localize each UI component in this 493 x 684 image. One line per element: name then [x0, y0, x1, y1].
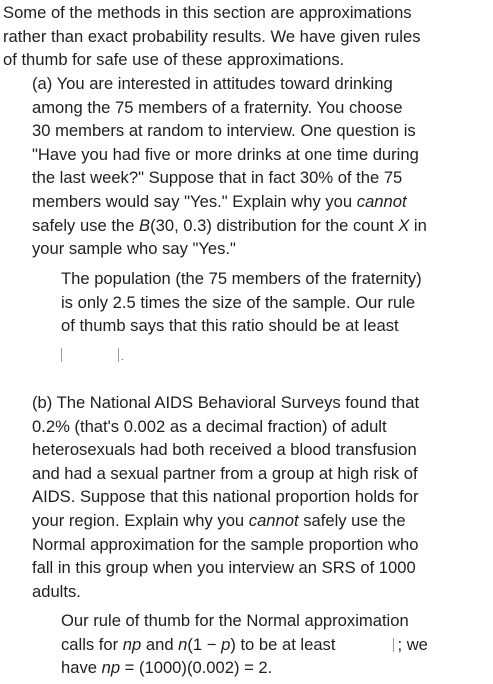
- answer-a-period: .: [121, 352, 124, 362]
- answer-b-line-2-tail: ; we: [397, 634, 428, 654]
- part-b-line-8: fall in this group when you interview an SRS of 1000: [32, 558, 416, 578]
- binomial-symbol: B: [139, 215, 151, 235]
- answer-a-line-2: is only 2.5 times the size of the sample. Our rule: [61, 292, 416, 312]
- ratio-input-blank[interactable]: [61, 348, 119, 362]
- np-term: np: [122, 634, 142, 654]
- part-b-line-5: AIDS. Suppose that this national proportion holds for: [32, 487, 419, 507]
- part-b-line-4: and had a sexual partner from a group at high risk of: [32, 463, 418, 483]
- intro-line-3: of thumb for safe use of these approximations.: [3, 50, 345, 70]
- count-variable: X: [398, 215, 410, 235]
- p-term: p: [221, 634, 231, 654]
- emphasis-cannot: cannot: [248, 510, 299, 530]
- answer-part-a: [61, 267, 489, 338]
- answer-b-one-minus: (1 −: [187, 634, 222, 654]
- part-a-line-4: "Have you had five or more drinks at one time during: [32, 144, 419, 164]
- threshold-input-blank[interactable]: [335, 638, 394, 652]
- part-a-line-6-text: members would say "Yes." Explain why you: [32, 191, 357, 211]
- answer-b-line-1: Our rule of thumb for the Normal approximation: [61, 611, 409, 630]
- answer-a-blank[interactable]: [61, 343, 124, 367]
- part-a-line-2: among the 75 members of a fraternity. You choose: [32, 97, 403, 117]
- np-term: np: [101, 658, 121, 678]
- intro-line-1: Some of the methods in this section are approximations: [3, 3, 412, 22]
- part-b-line-2: 0.2% (that's 0.002 as a decimal fraction) of adult: [32, 416, 387, 436]
- answer-b-line-3: [61, 656, 489, 680]
- answer-b-and: and: [141, 634, 179, 654]
- part-a-line-7-text: safely use the: [32, 215, 140, 235]
- n-term: n: [178, 634, 188, 654]
- part-b-line-9: adults.: [32, 581, 81, 601]
- answer-b-line-3-end: = (1000)(0.002) = 2.: [120, 658, 273, 678]
- part-a-line-5: the last week?" Suppose that in fact 30% of the 75: [32, 168, 403, 188]
- answer-b-line-3-text: have: [61, 658, 102, 678]
- answer-b-line-2: [61, 633, 489, 657]
- intro-line-2: rather than exact probability results. We have given rules: [3, 26, 421, 46]
- question-part-b: [32, 391, 490, 603]
- part-b-line-3: heterosexuals had both received a blood transfusion: [32, 440, 417, 460]
- part-a-line-7-params: (30, 0.3) distribution for the count: [150, 215, 399, 235]
- intro-paragraph: [3, 1, 489, 72]
- part-a-line-1: (a) You are interested in attitudes toward drinking: [32, 74, 393, 93]
- answer-b-line-2-end: ) to be at least: [230, 634, 336, 654]
- answer-part-b: [61, 609, 489, 680]
- part-b-line-1: (b) The National AIDS Behavioral Surveys found that: [32, 393, 420, 412]
- part-a-line-7: [32, 214, 490, 238]
- part-b-line-7: Normal approximation for the sample proportion who: [32, 534, 419, 554]
- part-a-line-3: 30 members at random to interview. One question is: [32, 121, 416, 141]
- emphasis-cannot: cannot: [356, 191, 407, 211]
- question-part-a: [32, 72, 490, 261]
- answer-a-line-1: The population (the 75 members of the fraternity): [61, 269, 422, 288]
- part-a-line-8: your sample who say "Yes.": [32, 239, 236, 259]
- part-a-line-6: [32, 190, 490, 214]
- part-a-line-7-end: in: [409, 215, 427, 235]
- part-b-line-6-text: your region. Explain why you: [32, 510, 249, 530]
- part-b-line-6-end: safely use the: [298, 510, 406, 530]
- answer-b-line-2-text: calls for: [61, 634, 123, 654]
- part-b-line-6: [32, 509, 490, 533]
- answer-a-line-3: of thumb says that this ratio should be at least: [61, 316, 399, 336]
